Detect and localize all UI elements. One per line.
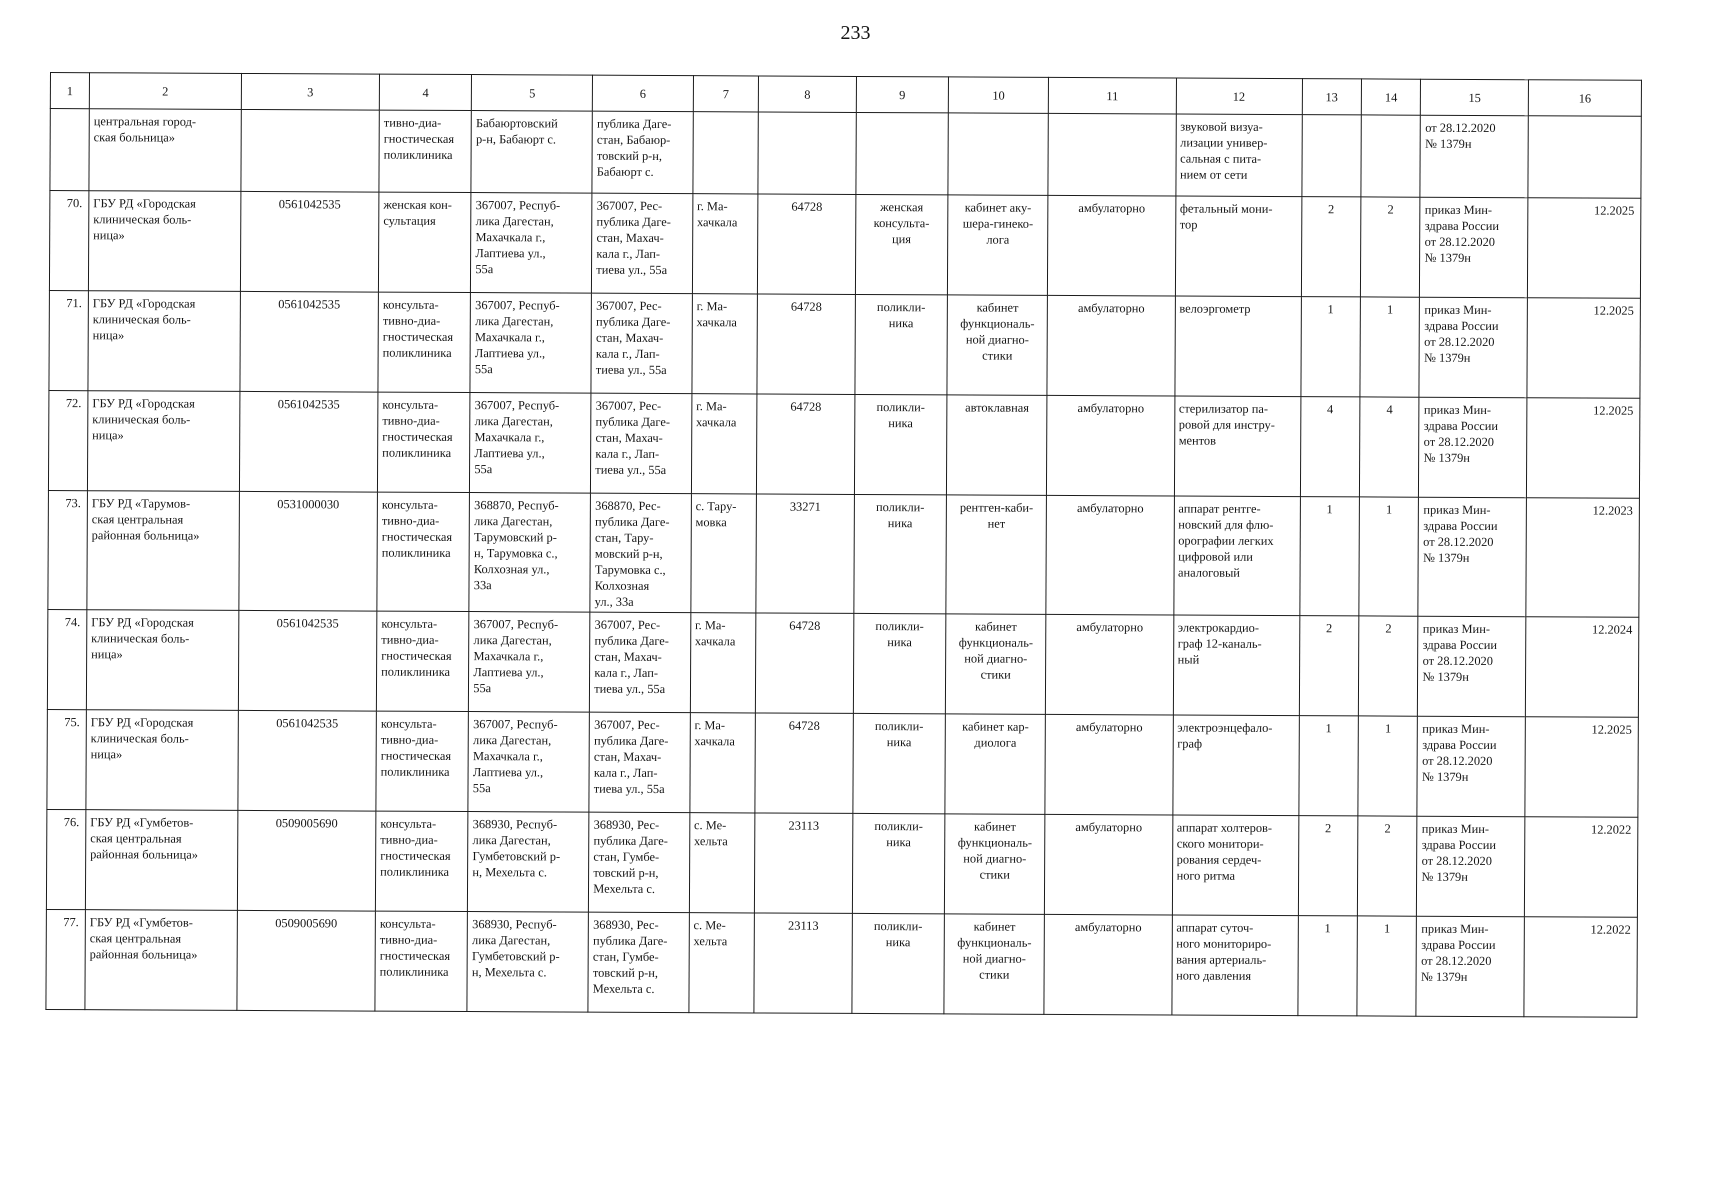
table-row	[46, 809, 1637, 917]
cell-equipment: аппарат холтеров- ского монитори- рования сердеч- ного ритма	[1172, 815, 1299, 916]
cell-room: рентген-каби- нет	[946, 495, 1047, 614]
column-header-12: 12	[1176, 78, 1302, 115]
cell-unit: женская консульта- ция	[855, 194, 948, 294]
cell-q1: 1	[1299, 497, 1359, 616]
column-header-2: 2	[89, 73, 241, 110]
cell-q1: 1	[1298, 716, 1358, 816]
cell-oktmo: 64728	[755, 713, 853, 813]
cell-oktmo: 64728	[757, 294, 855, 394]
cell-num: 71.	[49, 290, 88, 390]
column-header-13: 13	[1302, 79, 1362, 115]
cell-type: консульта- тивно-диа- гностическая поликлиника	[375, 811, 468, 911]
cell-name: ГБУ РД «Гумбетов- ская центральная районная больница»	[85, 810, 237, 911]
cell-addr1: 368870, Респуб- лика Дагестан, Тарумовский р- н, Тарумовка с., Колхозная ул., 33а	[469, 493, 591, 613]
cell-room: кабинет функциональ- ной диагно- стики	[944, 914, 1045, 1014]
cell-unit: поликли- ника	[854, 394, 947, 494]
cell-unit: поликли- ника	[852, 813, 945, 913]
cell-locality: г. Ма- хачкала	[691, 394, 757, 494]
cell-unit: поликли- ника	[853, 613, 946, 713]
cell-addr2: 367007, Рес- публика Даге- стан, Махач- кала г., Лап- тиева ул., 55а	[589, 712, 690, 812]
column-header-10: 10	[948, 77, 1049, 113]
cell-addr1: 367007, Респуб- лика Дагестан, Махачкала г., Лаптиева ул., 55а	[470, 293, 591, 394]
cell-addr1: 367007, Респуб- лика Дагестан, Махачкала г., Лаптиева ул., 55а	[471, 193, 592, 294]
column-header-1: 1	[50, 73, 89, 109]
cell-q2: 1	[1360, 297, 1420, 397]
table-body	[46, 109, 1641, 1018]
cell-unit: поликли- ника	[855, 294, 948, 394]
cell-date: 12.2025	[1528, 198, 1641, 299]
cell-type: консульта- тивно-диа- гностическая поликлиника	[377, 492, 470, 611]
table-row	[48, 490, 1640, 617]
cell-equipment: электрокардио- граф 12-каналь- ный	[1173, 615, 1300, 716]
cell-addr2: 367007, Рес- публика Даге- стан, Махач- кала г., Лап- тиева ул., 55а	[591, 393, 692, 493]
cell-mode: амбулаторно	[1048, 195, 1176, 296]
cell-inn	[241, 109, 380, 192]
cell-date: 12.2025	[1527, 298, 1640, 399]
column-header-11: 11	[1049, 77, 1176, 114]
cell-type: тивно-диа- гностическая поликлиника	[379, 110, 472, 192]
cell-oktmo: 23113	[755, 813, 853, 913]
cell-date: 12.2022	[1524, 817, 1637, 918]
cell-num: 76.	[46, 809, 85, 909]
cell-date	[1528, 116, 1641, 199]
cell-name: ГБУ РД «Городская клиническая боль- ница»	[88, 291, 240, 392]
cell-addr1: 367007, Респуб- лика Дагестан, Махачкала г., Лаптиева ул., 55а	[468, 712, 589, 813]
cell-equipment: велоэргометр	[1174, 296, 1301, 397]
table-row	[47, 609, 1638, 717]
cell-name: ГБУ РД «Городская клиническая боль- ница»	[86, 710, 238, 811]
cell-inn: 0561042535	[238, 710, 377, 811]
column-header-3: 3	[241, 73, 380, 110]
column-header-16: 16	[1528, 80, 1641, 117]
cell-type: консульта- тивно-диа- гностическая поликлиника	[378, 392, 471, 492]
cell-addr2: 368930, Рес- публика Даге- стан, Гумбе- товский р-н, Мехельта с.	[589, 812, 690, 912]
cell-name: ГБУ РД «Городская клиническая боль- ница»	[87, 391, 239, 492]
cell-addr2: 367007, Рес- публика Даге- стан, Махач- кала г., Лап- тиева ул., 55а	[590, 612, 691, 712]
column-header-8: 8	[759, 76, 857, 112]
cell-locality: г. Ма- хачкала	[690, 713, 756, 813]
cell-unit: поликли- ника	[853, 713, 946, 813]
cell-q2: 4	[1359, 397, 1419, 497]
cell-num: 77.	[46, 909, 85, 1009]
column-header-4: 4	[379, 74, 471, 110]
cell-equipment: звуковой визуа- лизации универ- сальная с пита- нием от сети	[1175, 114, 1301, 197]
cell-unit: поликли- ника	[852, 913, 945, 1013]
cell-q2: 2	[1357, 816, 1417, 916]
cell-q2: 1	[1357, 916, 1417, 1016]
cell-q2: 1	[1359, 497, 1419, 616]
cell-basis: приказ Мин- здрава России от 28.12.2020 № 1379н	[1419, 297, 1527, 398]
cell-room: автоклавная	[946, 395, 1047, 495]
cell-num: 74.	[47, 609, 86, 709]
cell-locality: с. Ме- хельта	[689, 913, 755, 1013]
cell-q1: 2	[1299, 616, 1359, 716]
column-header-5: 5	[472, 75, 593, 112]
cell-oktmo	[758, 112, 856, 194]
cell-room: кабинет функциональ- ной диагно- стики	[945, 614, 1046, 714]
cell-num: 72.	[48, 390, 87, 490]
cell-type: консульта- тивно-диа- гностическая поликлиника	[375, 911, 468, 1011]
cell-addr2: 367007, Рес- публика Даге- стан, Махач- кала г., Лап- тиева ул., 55а	[592, 193, 693, 293]
cell-q1: 1	[1301, 297, 1361, 397]
cell-mode: амбулаторно	[1044, 914, 1172, 1015]
cell-q2: 2	[1360, 197, 1420, 297]
cell-equipment: электроэнцефало- граф	[1172, 715, 1299, 816]
cell-q2	[1361, 115, 1421, 197]
cell-basis: приказ Мин- здрава России от 28.12.2020 № 1379н	[1419, 397, 1527, 498]
page-number: 233	[840, 22, 871, 44]
table-row	[49, 290, 1640, 398]
cell-unit: поликли- ника	[854, 494, 947, 613]
cell-inn: 0509005690	[237, 810, 376, 911]
cell-name: ГБУ РД «Гумбетов- ская центральная районная больница»	[85, 910, 237, 1011]
cell-addr2: 368930, Рес- публика Даге- стан, Гумбе- товский р-н, Мехельта с.	[588, 912, 689, 1012]
cell-addr1: 368930, Респуб- лика Дагестан, Гумбетовский р- н, Мехельта с.	[468, 812, 589, 913]
cell-addr1: 367007, Респуб- лика Дагестан, Махачкала г., Лаптиева ул., 55а	[469, 612, 590, 713]
cell-mode: амбулаторно	[1045, 814, 1173, 915]
cell-locality: г. Ма- хачкала	[692, 194, 758, 294]
cell-q1	[1301, 115, 1361, 197]
cell-mode	[1048, 113, 1176, 196]
cell-oktmo: 64728	[758, 194, 856, 294]
cell-mode: амбулаторно	[1046, 495, 1174, 615]
cell-room	[948, 113, 1049, 195]
cell-equipment: аппарат рентге- новский для флю- орографии легких цифровой или аналоговый	[1173, 496, 1300, 616]
table-row	[48, 390, 1639, 498]
cell-date: 12.2025	[1525, 717, 1638, 818]
cell-locality	[693, 112, 759, 194]
cell-mode: амбулаторно	[1045, 714, 1173, 815]
table-row	[47, 709, 1638, 817]
cell-date: 12.2023	[1526, 498, 1639, 618]
cell-name: центральная город- ская больница»	[89, 109, 241, 192]
column-header-15: 15	[1421, 79, 1529, 116]
cell-basis: приказ Мин- здрава России от 28.12.2020 № 1379н	[1417, 716, 1525, 817]
cell-num	[50, 109, 89, 191]
equipment-table-sheet	[45, 72, 1642, 1018]
cell-addr2: публика Даге- стан, Бабаюр- товский р-н, Бабаюрт с.	[592, 111, 693, 193]
table-row	[49, 191, 1640, 299]
cell-inn: 0561042535	[240, 191, 379, 292]
cell-date: 12.2024	[1525, 617, 1638, 718]
cell-type: консульта- тивно-диа- гностическая поликлиника	[378, 292, 471, 392]
cell-basis: приказ Мин- здрава России от 28.12.2020 № 1379н	[1417, 816, 1525, 917]
cell-name: ГБУ РД «Тарумов- ская центральная районная больница»	[87, 491, 239, 611]
cell-oktmo: 23113	[754, 913, 852, 1013]
cell-inn: 0561042535	[240, 291, 379, 392]
cell-addr2: 368870, Рес- публика Даге- стан, Тару- мовский р-н, Тарумовка с., Колхозная ул., 33а	[590, 493, 691, 612]
cell-num: 75.	[47, 709, 86, 809]
cell-locality: г. Ма- хачкала	[690, 613, 756, 713]
cell-num: 70.	[49, 191, 88, 291]
cell-room: кабинет кар- диолога	[945, 714, 1046, 814]
cell-mode: амбулаторно	[1046, 614, 1174, 715]
cell-oktmo: 64728	[757, 394, 855, 494]
cell-equipment: аппарат суточ- ного мониториро- вания артериаль- ного давления	[1171, 915, 1298, 1016]
cell-q1: 2	[1301, 197, 1361, 297]
cell-room: кабинет функциональ- ной диагно- стики	[944, 814, 1045, 914]
cell-inn: 0531000030	[239, 491, 378, 611]
cell-inn: 0561042535	[238, 610, 377, 711]
cell-locality: с. Тару- мовка	[691, 494, 757, 613]
continuation-row	[50, 109, 1641, 199]
cell-mode: амбулаторно	[1047, 295, 1175, 396]
cell-date: 12.2025	[1527, 398, 1640, 499]
cell-type: консульта- тивно-диа- гностическая поликлиника	[376, 611, 469, 711]
cell-locality: г. Ма- хачкала	[692, 294, 758, 394]
cell-type: консульта- тивно-диа- гностическая поликлиника	[376, 711, 469, 811]
cell-oktmo: 33271	[756, 494, 854, 613]
column-header-14: 14	[1361, 79, 1421, 115]
cell-q1: 2	[1298, 816, 1358, 916]
cell-unit	[856, 112, 949, 194]
cell-addr1: 368930, Респуб- лика Дагестан, Гумбетовский р- н, Мехельта с.	[467, 912, 588, 1013]
cell-basis: приказ Мин- здрава России от 28.12.2020 № 1379н	[1418, 616, 1526, 717]
cell-oktmo: 64728	[756, 613, 854, 713]
column-header-9: 9	[856, 76, 948, 112]
cell-name: ГБУ РД «Городская клиническая боль- ница»	[86, 610, 238, 711]
cell-addr1: 367007, Респуб- лика Дагестан, Махачкала г., Лаптиева ул., 55а	[470, 393, 591, 494]
cell-inn: 0561042535	[239, 391, 378, 492]
column-header-7: 7	[693, 76, 759, 112]
cell-mode: амбулаторно	[1047, 395, 1175, 496]
cell-inn: 0509005690	[237, 910, 376, 1011]
cell-room: кабинет аку- шера-гинеко- лога	[947, 195, 1048, 295]
equipment-table	[45, 72, 1642, 1018]
cell-q1: 1	[1297, 916, 1357, 1016]
cell-date: 12.2022	[1524, 917, 1637, 1018]
cell-q1: 4	[1300, 397, 1360, 497]
cell-locality: с. Ме- хельта	[689, 813, 755, 913]
cell-basis: от 28.12.2020 № 1379н	[1420, 115, 1528, 198]
cell-basis: приказ Мин- здрава России от 28.12.2020 № 1379н	[1416, 916, 1524, 1017]
cell-addr1: Бабаюртовский р-н, Бабаюрт с.	[471, 111, 592, 194]
column-header-6: 6	[593, 75, 694, 111]
cell-type: женская кон- сультация	[378, 192, 471, 292]
cell-addr2: 367007, Рес- публика Даге- стан, Махач- кала г., Лап- тиева ул., 55а	[591, 293, 692, 393]
cell-room: кабинет функциональ- ной диагно- стики	[947, 295, 1048, 395]
cell-q2: 1	[1358, 716, 1418, 816]
cell-basis: приказ Мин- здрава России от 28.12.2020 № 1379н	[1418, 497, 1526, 617]
cell-q2: 2	[1358, 616, 1418, 716]
table-row	[46, 909, 1637, 1017]
cell-name: ГБУ РД «Городская клиническая боль- ница»	[88, 191, 240, 292]
cell-equipment: стерилизатор па- ровой для инстру- ментов	[1174, 396, 1301, 497]
cell-equipment: фетальный мони- тор	[1175, 196, 1302, 297]
cell-basis: приказ Мин- здрава России от 28.12.2020 № 1379н	[1420, 197, 1528, 298]
cell-num: 73.	[48, 490, 88, 609]
